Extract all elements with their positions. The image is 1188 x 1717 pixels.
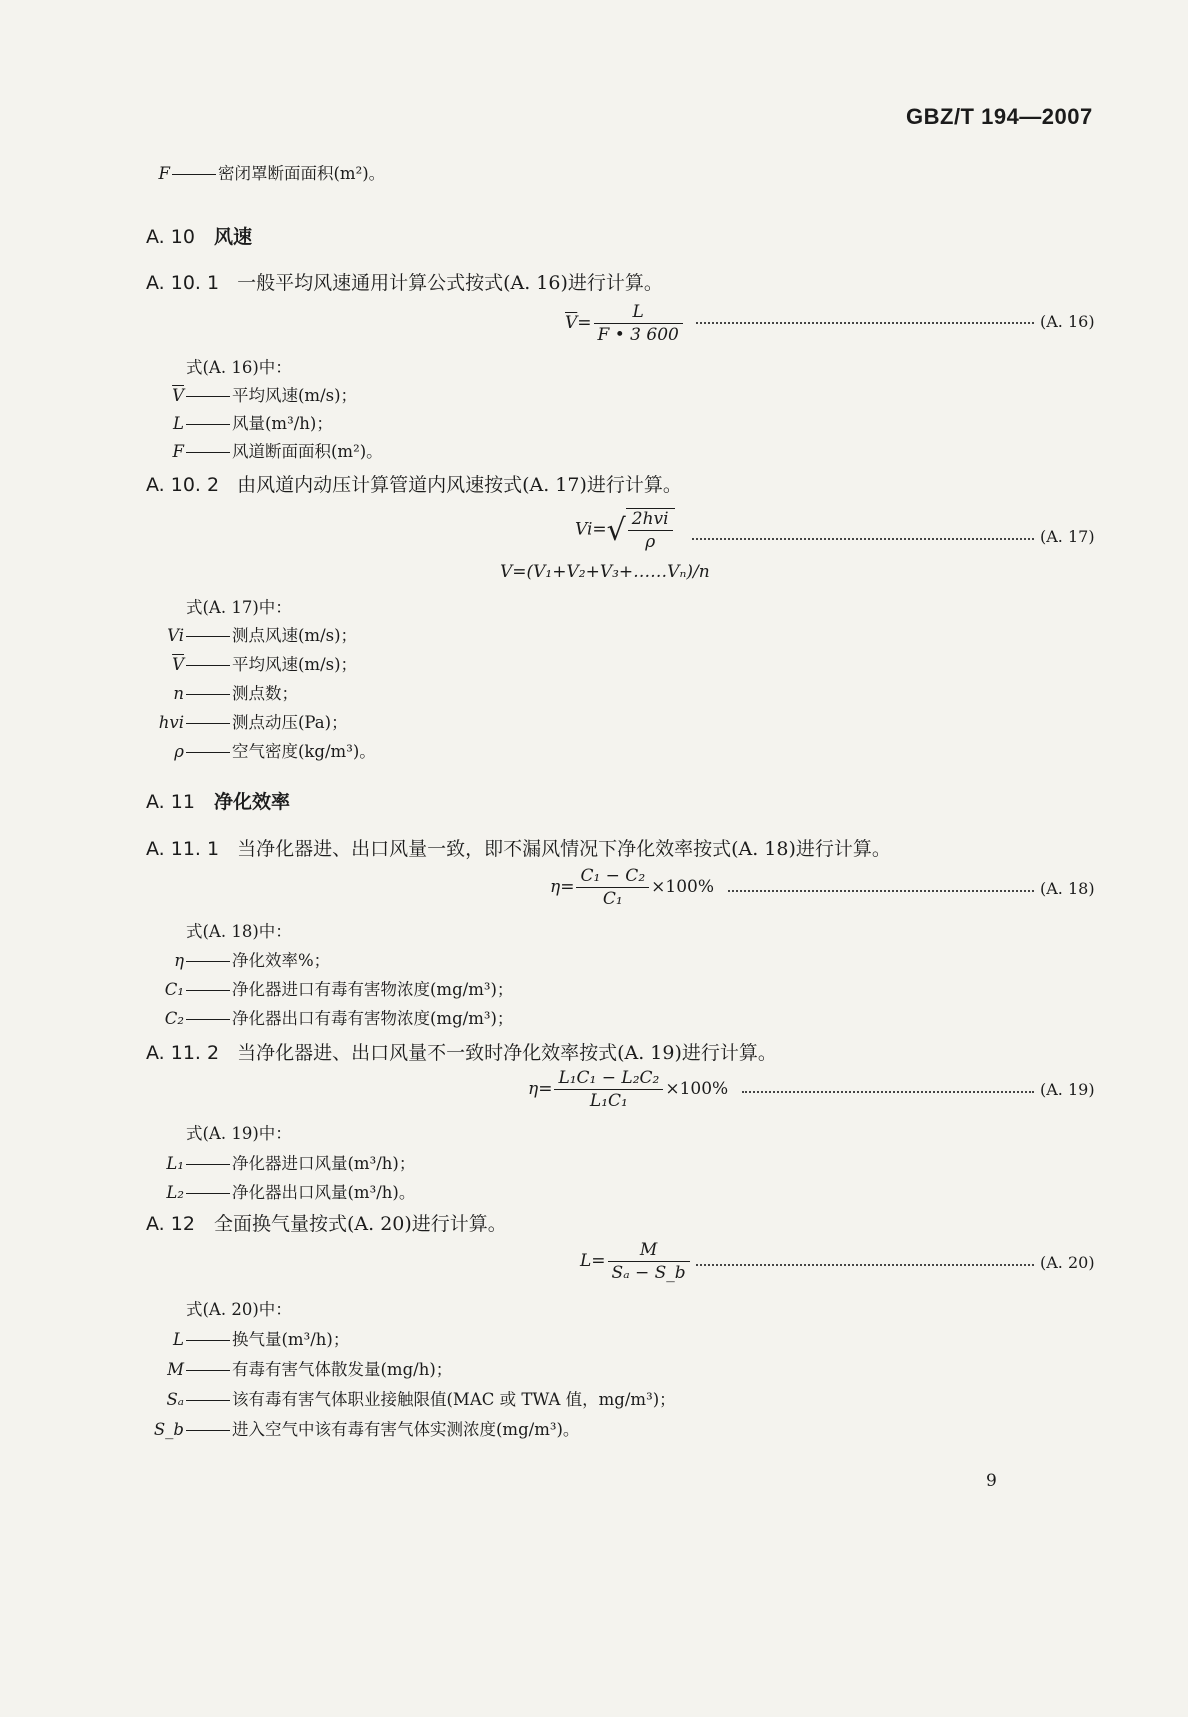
em-dash	[186, 1340, 230, 1341]
definition-symbol: L₁	[166, 1154, 184, 1173]
equation-number: (A. 19)	[1040, 1080, 1095, 1099]
section-text: 全面换气量按式(A. 20)进行计算。	[214, 1213, 507, 1235]
dot-leader	[696, 1264, 1034, 1266]
dot-leader	[728, 890, 1034, 892]
where-intro: 式(A. 17)中：	[186, 598, 292, 617]
where-intro: 式(A. 20)中：	[186, 1300, 292, 1319]
definition-symbol: F	[172, 442, 184, 461]
fraction-denominator: Sₐ − S_b	[611, 1263, 686, 1283]
definition-text: 该有毒有害气体职业接触限值(MAC 或 TWA 值，mg/m³)；	[232, 1390, 676, 1409]
section-number: A. 11	[146, 791, 195, 813]
definition-row	[136, 738, 376, 762]
fraction-denominator: L₁C₁	[589, 1091, 628, 1111]
formula-lhs: η	[550, 877, 561, 897]
fraction-denominator: F • 3 600	[597, 325, 679, 345]
equals-sign: =	[592, 519, 607, 540]
equation-number: (A. 18)	[1040, 879, 1095, 898]
page-number: 9	[986, 1471, 997, 1491]
definition-symbol: L₂	[166, 1183, 184, 1202]
definition-symbol: ρ	[174, 742, 184, 761]
fraction-numerator: 2hvi	[628, 509, 673, 531]
formula	[575, 508, 675, 552]
dot-leader	[692, 538, 1034, 540]
em-dash	[186, 1400, 230, 1401]
section-number: A. 12	[146, 1213, 195, 1235]
dot-leader	[742, 1091, 1034, 1093]
fraction-numerator: L₁C₁ − L₂C₂	[554, 1068, 663, 1090]
radical-sign-icon: √	[606, 512, 626, 548]
clause-text: 当净化器进、出口风量不一致时净化效率按式(A. 19)进行计算。	[237, 1042, 777, 1064]
dot-leader	[696, 322, 1034, 324]
em-dash	[186, 665, 230, 666]
definition-text: 净化器进口有毒有害物浓度(mg/m³)；	[232, 980, 514, 999]
em-dash	[172, 174, 216, 175]
equals-sign: =	[560, 877, 575, 897]
definition-row	[136, 680, 298, 704]
fraction	[594, 302, 683, 345]
fraction-denominator: ρ	[645, 532, 656, 552]
clause-text: 由风道内动压计算管道内风速按式(A. 17)进行计算。	[237, 474, 682, 496]
clause-heading	[146, 268, 663, 295]
definition-row	[136, 438, 383, 462]
section-number: A. 10	[146, 226, 195, 248]
definition-row	[136, 1356, 452, 1380]
definition-symbol: Vi	[167, 626, 184, 645]
definition-row	[122, 160, 385, 184]
definition-text: 净化器进口风量(m³/h)；	[232, 1154, 416, 1173]
definition-text: 测点数；	[232, 684, 298, 703]
em-dash	[186, 424, 230, 425]
definition-symbol: C₂	[164, 1009, 184, 1028]
clause-number: A. 11. 1	[146, 838, 220, 860]
section-heading	[146, 787, 290, 814]
definition-text: 密闭罩断面面积(m²)。	[218, 164, 386, 183]
em-dash	[186, 1193, 230, 1194]
definition-text: 测点风速(m/s)；	[232, 626, 358, 645]
equals-sign: =	[577, 313, 592, 333]
em-dash	[186, 452, 230, 453]
fraction-numerator: L	[594, 302, 683, 324]
equals-sign: =	[591, 1251, 606, 1271]
fraction	[608, 1240, 690, 1283]
definition-symbol: n	[173, 684, 184, 703]
definition-row	[136, 1386, 676, 1410]
clause-number: A. 10. 2	[146, 474, 220, 496]
em-dash	[186, 1430, 230, 1431]
equals-sign: =	[538, 1079, 553, 1099]
em-dash	[186, 636, 230, 637]
formula	[550, 866, 714, 909]
section-title: 净化效率	[214, 791, 291, 813]
definition-text: 平均风速(m/s)；	[232, 655, 358, 674]
em-dash	[186, 752, 230, 753]
definition-text: 平均风速(m/s)；	[232, 386, 358, 405]
formula-tail: ×100%	[665, 1079, 729, 1099]
where-intro: 式(A. 19)中：	[186, 1124, 292, 1143]
equation-number: (A. 16)	[1040, 312, 1095, 331]
definition-row	[136, 1005, 513, 1029]
definition-row	[136, 410, 333, 434]
em-dash	[186, 961, 230, 962]
definition-text: 风量(m³/h)；	[232, 414, 333, 433]
em-dash	[186, 723, 230, 724]
formula-lhs: η	[528, 1079, 539, 1099]
equation-number: (A. 20)	[1040, 1253, 1095, 1272]
definition-symbol: Sₐ	[166, 1390, 184, 1409]
fraction	[576, 866, 649, 909]
clause-text: 当净化器进、出口风量一致，即不漏风情况下净化效率按式(A. 18)进行计算。	[237, 838, 891, 860]
definition-symbol: C₁	[164, 980, 184, 999]
clause-number: A. 10. 1	[146, 272, 220, 294]
square-root	[607, 508, 675, 552]
definition-text: 风道断面面积(m²)。	[232, 442, 383, 461]
clause-heading	[146, 834, 891, 861]
definition-symbol: S_b	[153, 1420, 184, 1439]
where-intro: 式(A. 16)中：	[186, 358, 292, 377]
definition-row	[136, 622, 357, 646]
definition-row	[136, 1416, 579, 1440]
definition-text: 测点动压(Pa)；	[232, 713, 348, 732]
formula	[580, 1240, 692, 1283]
fraction	[628, 509, 673, 552]
em-dash	[186, 990, 230, 991]
formula-lhs: Vi	[575, 519, 593, 540]
standard-code: GBZ/T 194—2007	[906, 104, 1093, 129]
em-dash	[186, 1370, 230, 1371]
definition-text: 净化器出口风量(m³/h)。	[232, 1183, 416, 1202]
equation-number: (A. 17)	[1040, 527, 1095, 546]
definition-symbol: $\overline{V}$	[172, 386, 184, 405]
definition-row	[136, 1150, 415, 1174]
definition-text: 空气密度(kg/m³)。	[232, 742, 376, 761]
formula-lhs: L	[580, 1251, 592, 1271]
definition-symbol: L	[173, 1330, 184, 1349]
definition-symbol: hvi	[158, 713, 184, 732]
em-dash	[186, 694, 230, 695]
formula-lhs: $\overline{V}$	[565, 313, 578, 333]
section-heading	[146, 222, 252, 249]
definition-row	[136, 709, 348, 733]
definition-symbol: M	[167, 1360, 184, 1379]
section-heading	[146, 1209, 507, 1236]
clause-text: 一般平均风速通用计算公式按式(A. 16)进行计算。	[237, 272, 663, 294]
definition-text: 净化效率%；	[232, 951, 331, 970]
em-dash	[186, 396, 230, 397]
definition-symbol: L	[173, 414, 184, 433]
definition-row	[136, 976, 513, 1000]
where-intro: 式(A. 18)中：	[186, 922, 292, 941]
fraction-numerator: C₁ − C₂	[576, 866, 649, 888]
em-dash	[186, 1019, 230, 1020]
definition-symbol: $\overline{V}$	[172, 655, 184, 674]
clause-number: A. 11. 2	[146, 1042, 220, 1064]
definition-text: 换气量(m³/h)；	[232, 1330, 350, 1349]
clause-heading	[146, 1038, 777, 1065]
definition-symbol: F	[158, 164, 170, 183]
formula-tail: ×100%	[651, 877, 714, 897]
definition-symbol: η	[174, 951, 184, 970]
definition-text: 有毒有害气体散发量(mg/h)；	[232, 1360, 453, 1379]
definition-row	[136, 1179, 415, 1203]
formula-line: V=(V₁+V₂+V₃+……Vₙ)/n	[500, 562, 710, 582]
section-title: 风速	[214, 226, 253, 248]
fraction-denominator: C₁	[602, 889, 623, 909]
definition-row	[136, 947, 330, 971]
fraction-numerator: M	[608, 1240, 690, 1262]
formula	[565, 302, 685, 345]
definition-row	[136, 651, 357, 675]
fraction	[554, 1068, 663, 1111]
em-dash	[186, 1164, 230, 1165]
definition-row	[136, 1326, 349, 1350]
definition-row	[136, 382, 357, 406]
formula	[528, 1068, 728, 1111]
definition-text: 进入空气中该有毒有害气体实测浓度(mg/m³)。	[232, 1420, 580, 1439]
definition-text: 净化器出口有毒有害物浓度(mg/m³)；	[232, 1009, 514, 1028]
clause-heading	[146, 470, 682, 497]
